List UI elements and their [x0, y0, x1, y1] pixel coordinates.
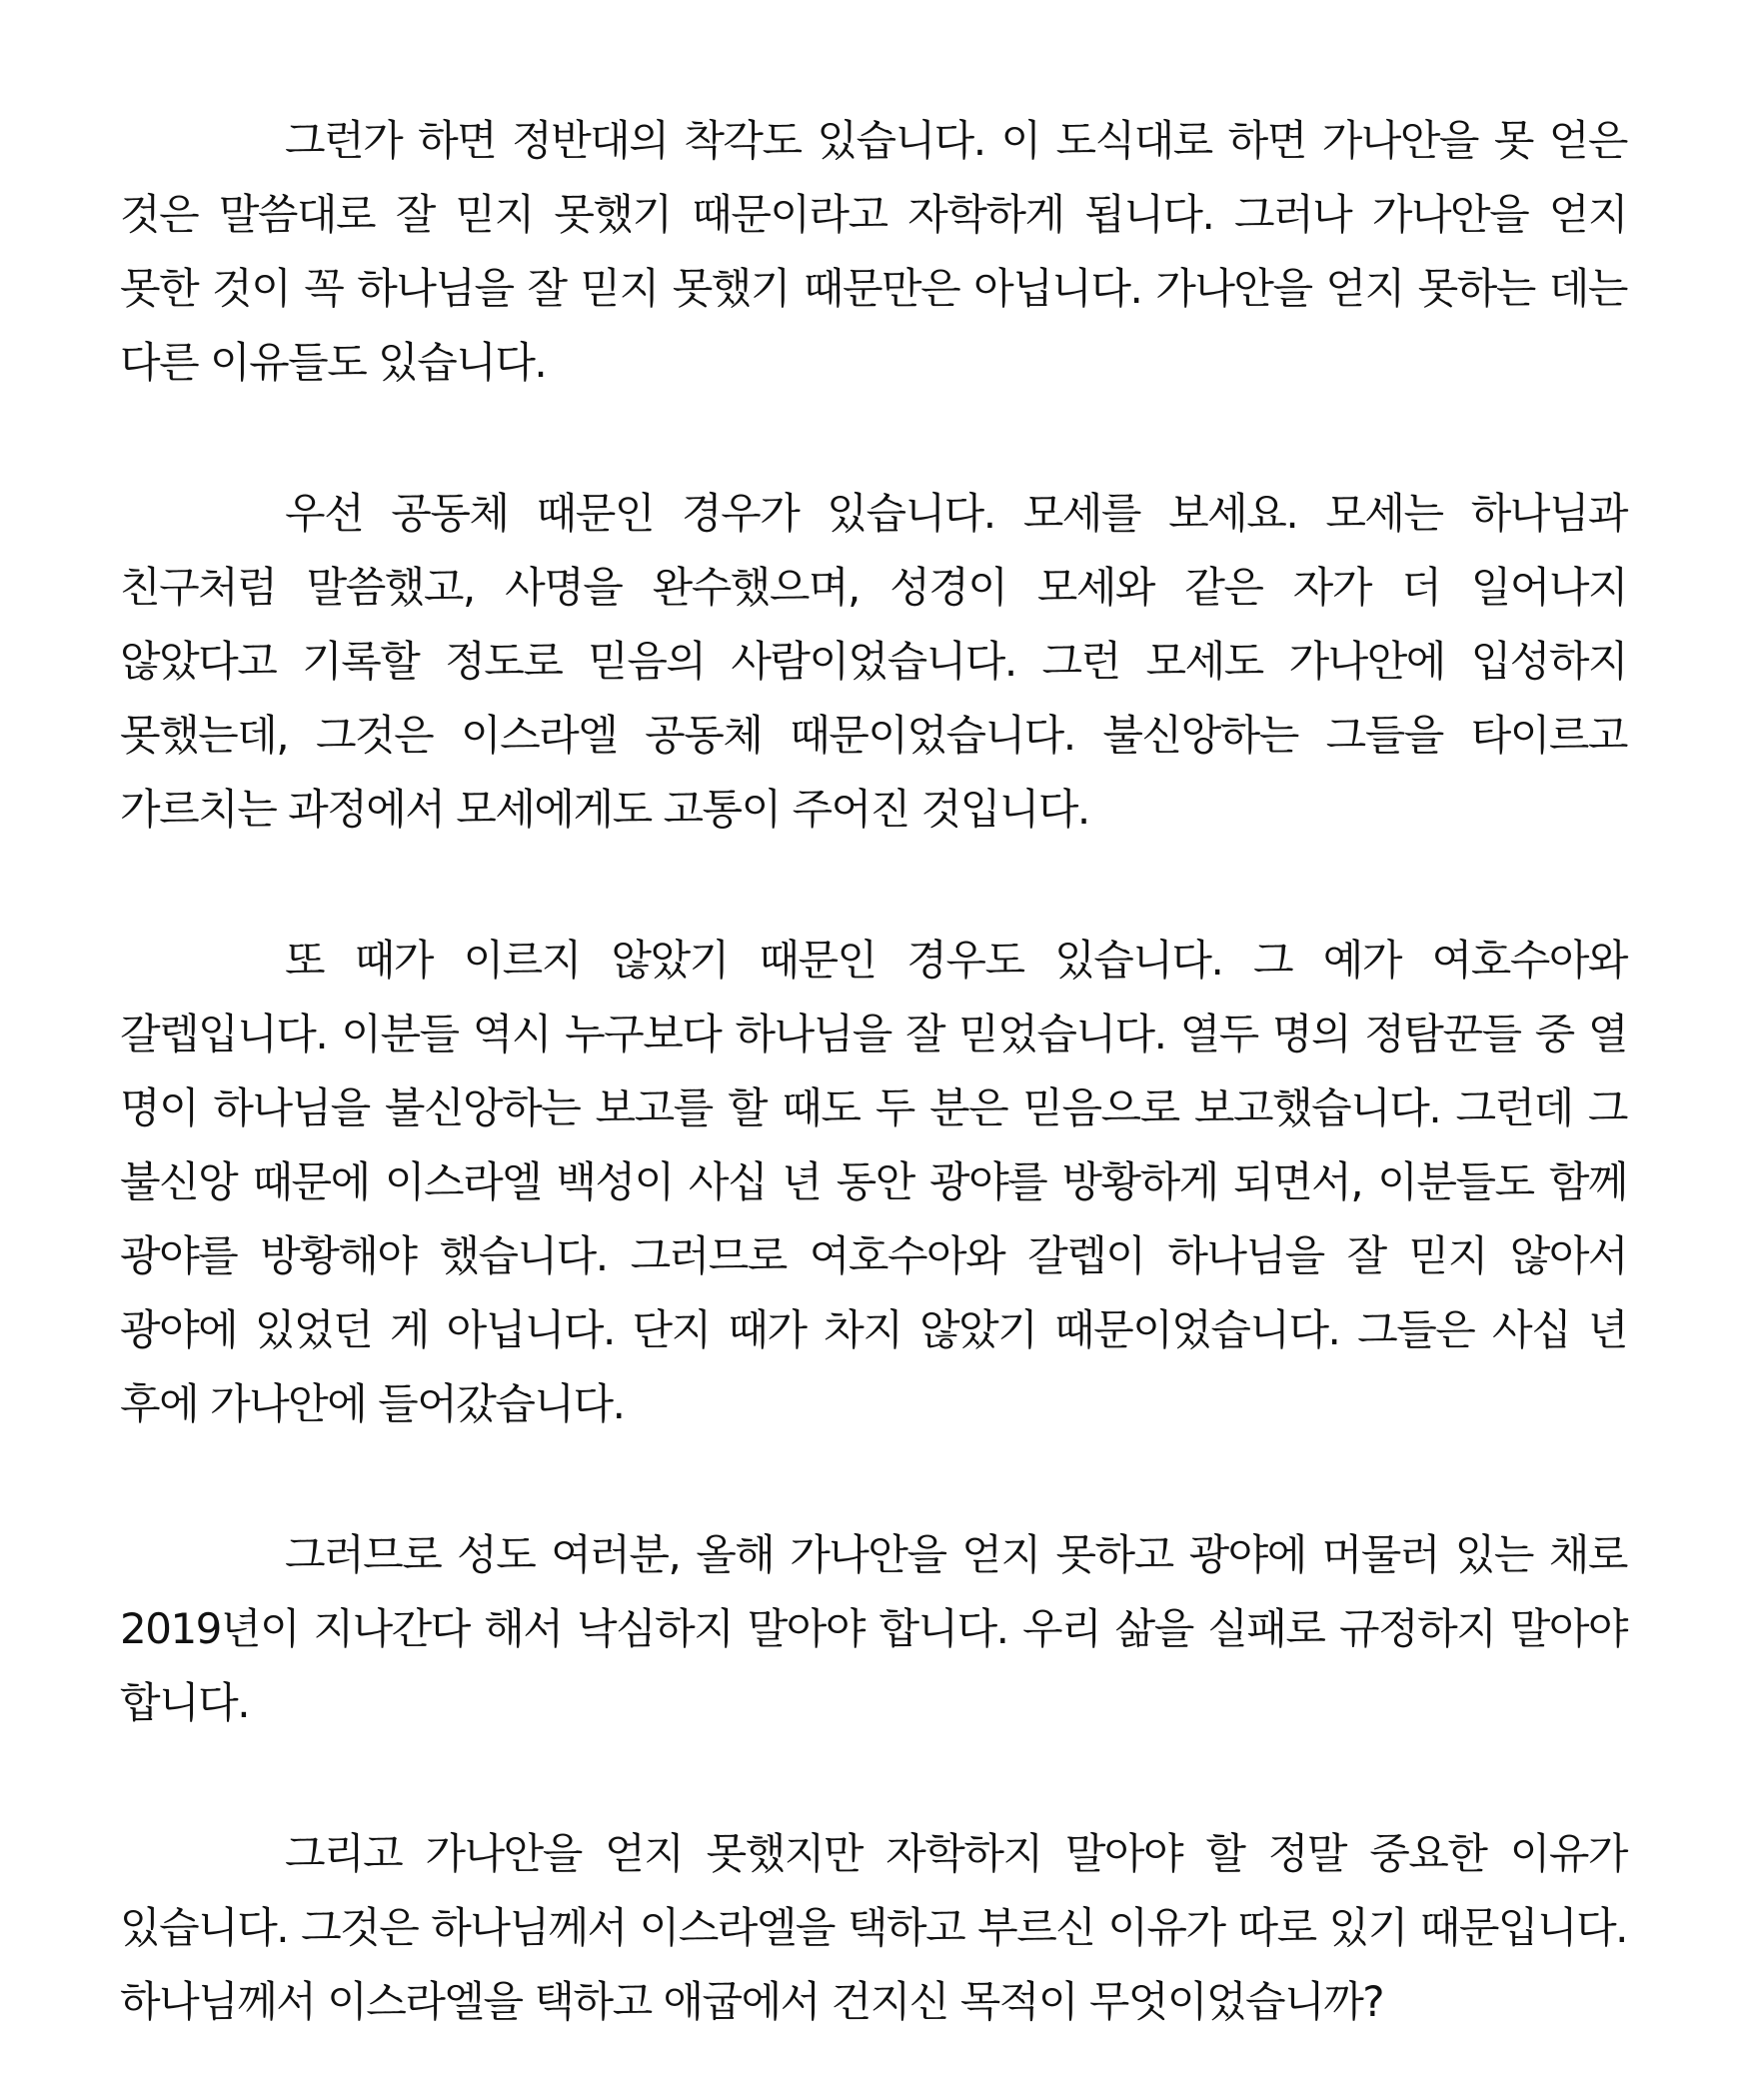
paragraph-1: 그런가 하면 정반대의 착각도 있습니다. 이 도식대로 하면 가나안을 못 얻은 것은 말씀대로 잘 믿지 못했기 때문이라고 자학하게 됩니다. 그러나 가나안을 얻지 못한 것이 꼭 하나님을 잘 믿지 못했기 때문만은 아닙니다. 가나안을 얻지 못하는 데는 다른 이유들도 있습니다.	[120, 116, 1627, 387]
paragraph-3: 또 때가 이르지 않았기 때문인 경우도 있습니다. 그 예가 여호수아와 갈렙입니다. 이분들 역시 누구보다 하나님을 잘 믿었습니다. 열두 명의 정탐꾼들 중 열 명이 하나님을 불신앙하는 보고를 할 때도 두 분은 믿음으로 보고했습니다. 그런데 그 불신앙 때문에 이스라엘 백성이 사십 년 동안 광야를 방황하게 되면서, 이분들도 함께 광야를 방황해야 했습니다. 그러므로 여호수아와 갈렙이 하나님을 잘 믿지 않아서 광야에 있었던 게 아닙니다. 단지 때가 차지 않았기 때문이었습니다. 그들은 사십 년 후에 가나안에 들어갔습니다.	[120, 936, 1627, 1428]
paragraph-5: 그리고 가나안을 얻지 못했지만 자학하지 말아야 할 정말 중요한 이유가 있습니다. 그것은 하나님께서 이스라엘을 택하고 부르신 이유가 따로 있기 때문입니다. 하나님께서 이스라엘을 택하고 애굽에서 건지신 목적이 무엇이었습니까?	[120, 1829, 1627, 2026]
paragraph-2: 우선 공동체 때문인 경우가 있습니다. 모세를 보세요. 모세는 하나님과 친구처럼 말씀했고, 사명을 완수했으며, 성경이 모세와 같은 자가 더 일어나지 않았다고 기록할 정도로 믿음의 사람이었습니다. 그런 모세도 가나안에 입성하지 못했는데, 그것은 이스라엘 공동체 때문이었습니다. 불신앙하는 그들을 타이르고 가르치는 과정에서 모세에게도 고통이 주어진 것입니다.	[120, 489, 1627, 834]
document-page	[120, 104, 1627, 2039]
paragraph-4: 그러므로 성도 여러분, 올해 가나안을 얻지 못하고 광야에 머물러 있는 채로 2019년이 지나간다 해서 낙심하지 말아야 합니다. 우리 삶을 실패로 규정하지 말아야 합니다.	[120, 1530, 1627, 1727]
